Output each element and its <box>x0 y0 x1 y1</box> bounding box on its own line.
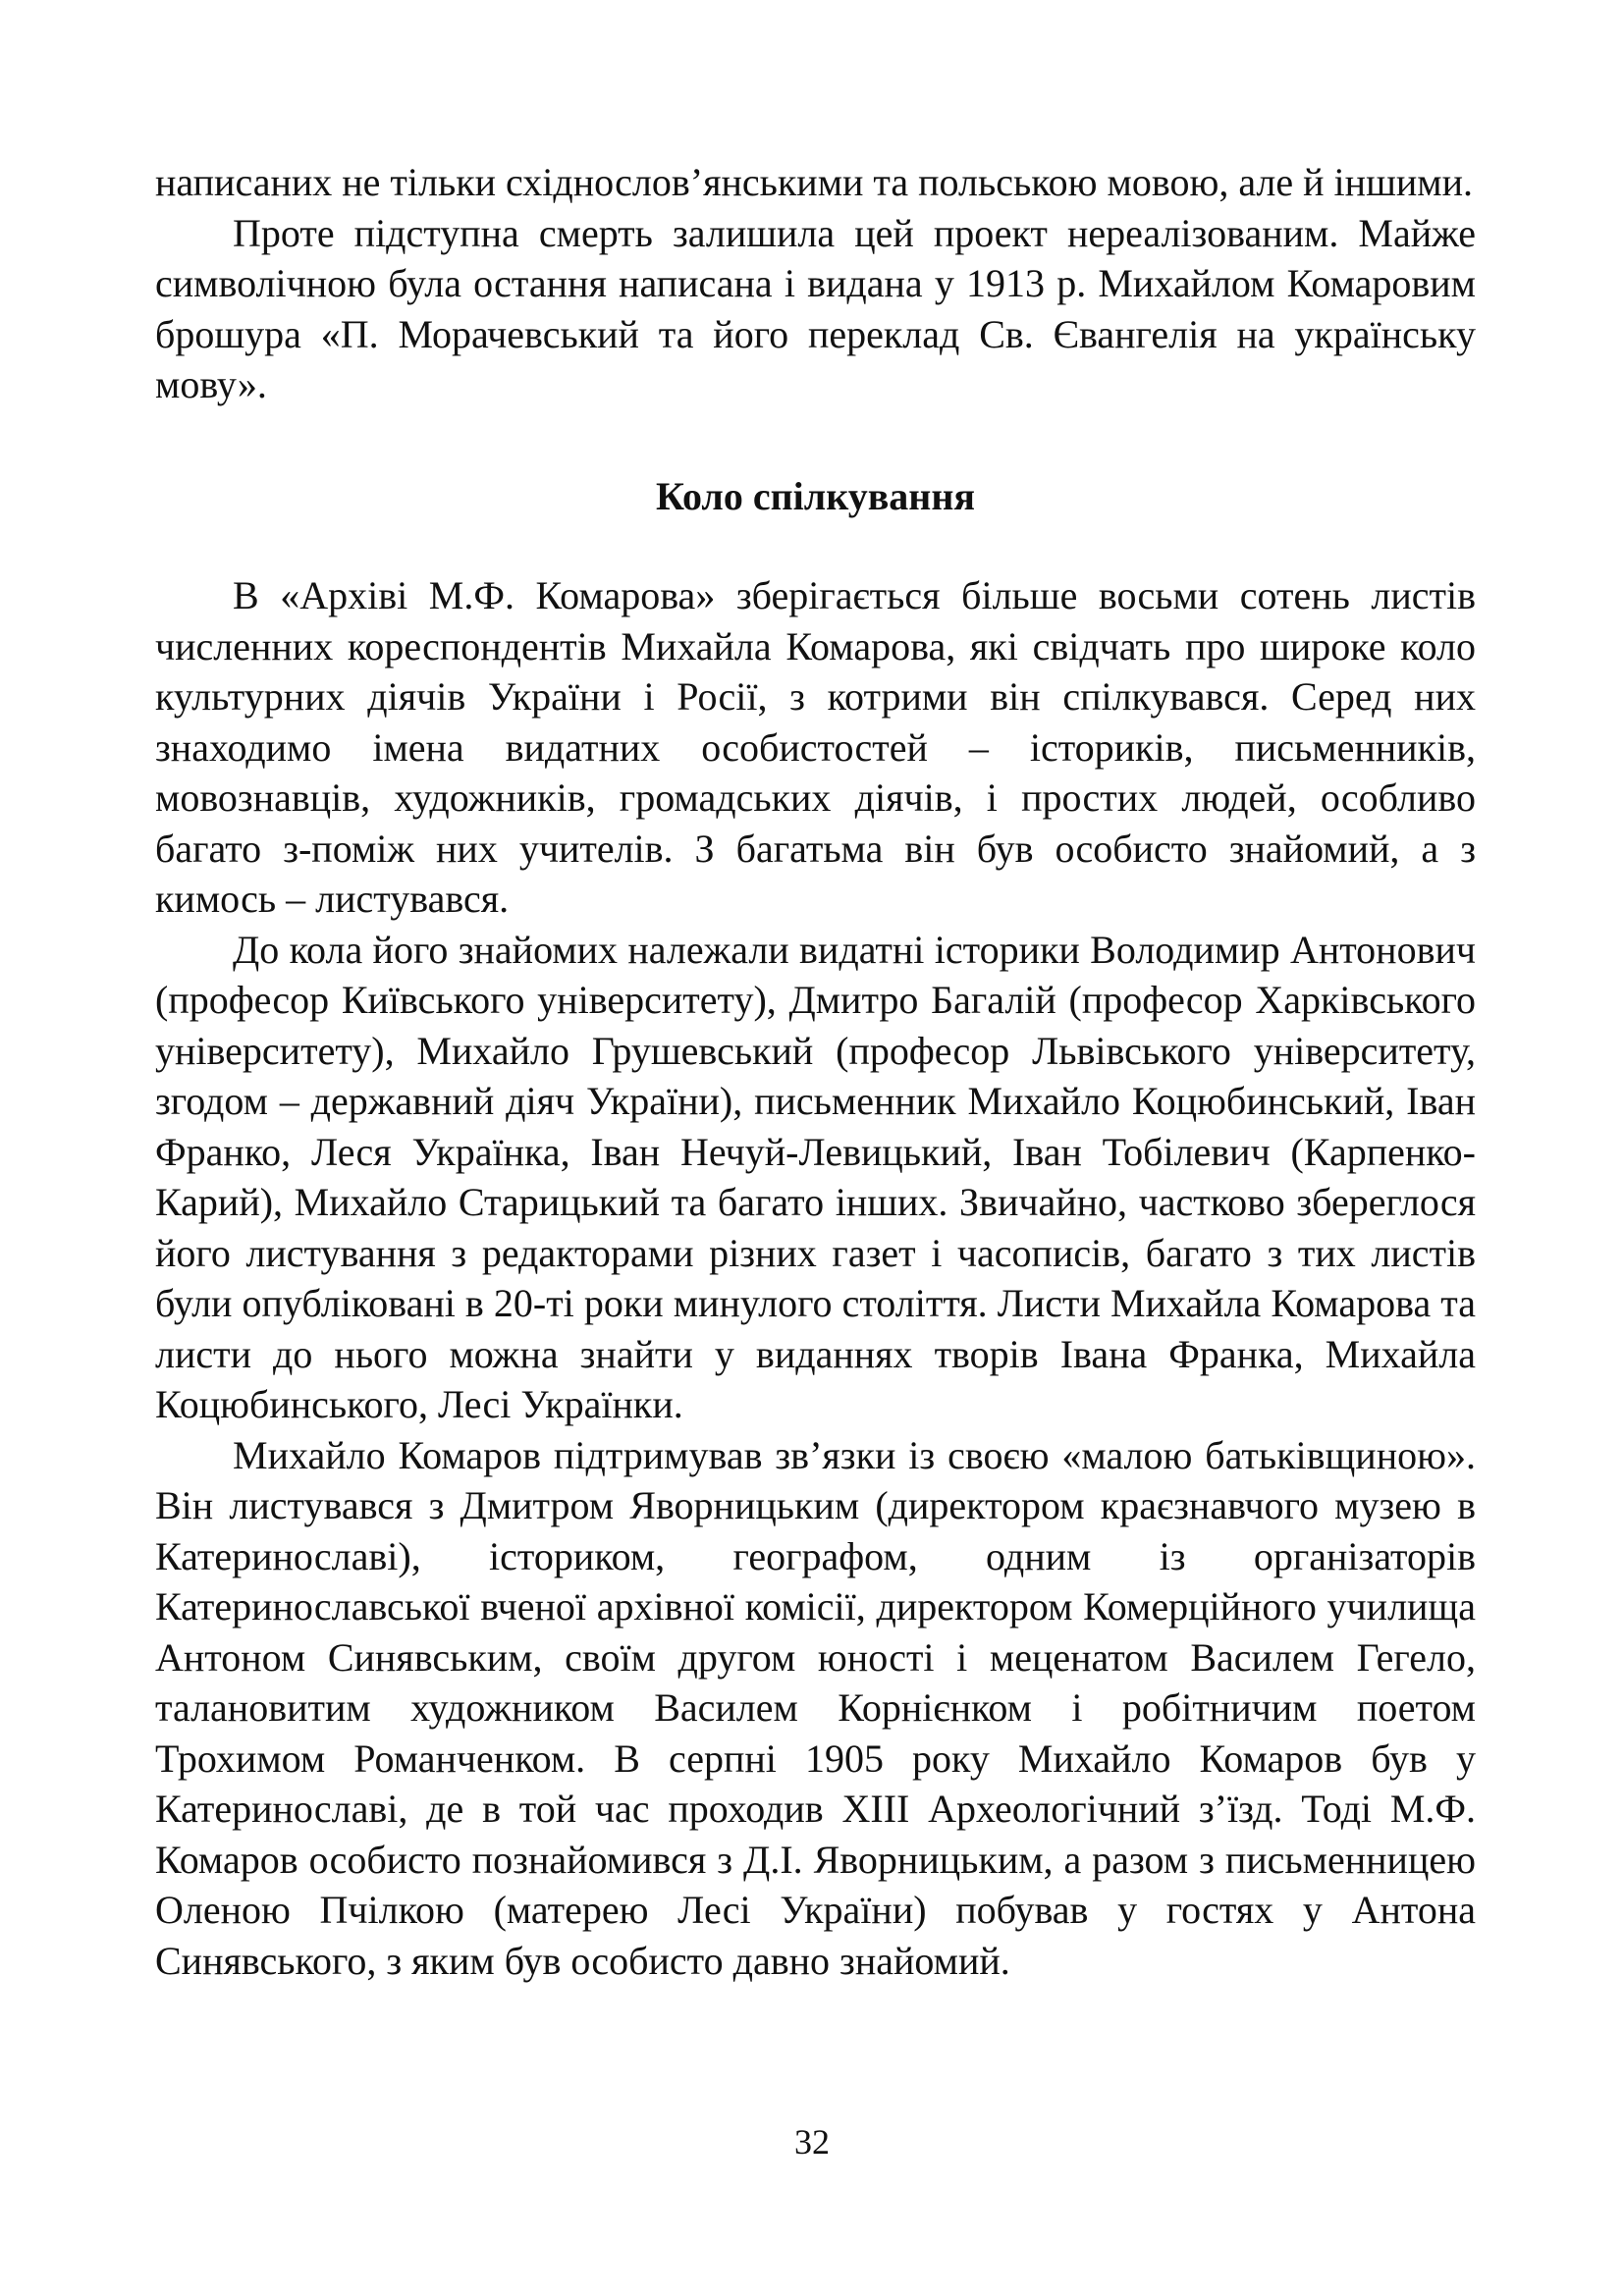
paragraph-acquaintances: До кола його знайомих належали видатні історики Володимир Антонович (професор Київського університету), Дмитро Багалій (професор Харківського університету), Михайло Грушевський (професор Львівського університету, згодом – державний діяч України), письменник Михайло Коцюбинський, Іван Франко, Леся Українка, Іван Нечуй-Левицький, Іван Тобілевич (Карпенко-Карий), Михайло Старицький та багато інших. Звичайно, частково збереглося його листування з редакторами різних газет і часописів, багато з тих листів були опубліковані в 20-ті роки минулого століття. Листи Михайла Комарова та листи до нього можна знайти у виданнях творів Івана Франка, Михайла Коцюбинського, Лесі Українки. <box>155 927 1476 1426</box>
page-number: 32 <box>794 2122 830 2162</box>
section-heading: Коло спілкування <box>655 473 976 518</box>
paragraph-continuation: написаних не тільки східнослов’янськими та польською мовою, але й іншими. <box>155 160 1473 204</box>
paragraph-homeland-ties: Михайло Комаров підтримував зв’язки із своєю «малою батьківщиною». Він листувався з Дмитром Яворницьким (директором краєзнавчого музею в Катеринославі), істориком, географом, одним із організаторів Катеринославської вченої архівної комісії, директором Комерційного училища Антоном Синявським, своїм другом юності і меценатом Василем Гегело, талановитим художником Василем Корнієнком і робітничим поетом Трохимом Романченком. В серпні 1905 року Михайло Комаров був у Катеринославі, де в той час проходив ХІІІ Археологічний з’їзд. Тоді М.Ф. Комаров особисто познайомився з Д.І. Яворницьким, а разом з письменницею Оленою Пчілкою (матерею Лесі України) побував у гостях у Антона Синявського, з яким був особисто давно знайомий. <box>155 1432 1476 1983</box>
text-body <box>155 157 1476 1986</box>
paragraph-project-unrealized: Проте підступна смерть залишила цей проект нереалізованим. Майже символічною була остання написана і видана у 1913 р. Михайлом Комаровим брошура «П. Морачевський та його переклад Св. Євангелія на українську мову». <box>155 210 1476 406</box>
paragraph-archive: В «Архіві М.Ф. Комарова» зберігається більше восьми сотень листів численних кореспондентів Михайла Комарова, які свідчать про широке коло культурних діячів України і Росії, з котрими він спілкувався. Серед них знаходимо імена видатних особистостей – істориків, письменників, мовознавців, художників, громадських діячів, і простих людей, особливо багато з-поміж них учителів. З багатьма він був особисто знайомий, а з кимось – листувався. <box>155 573 1476 921</box>
